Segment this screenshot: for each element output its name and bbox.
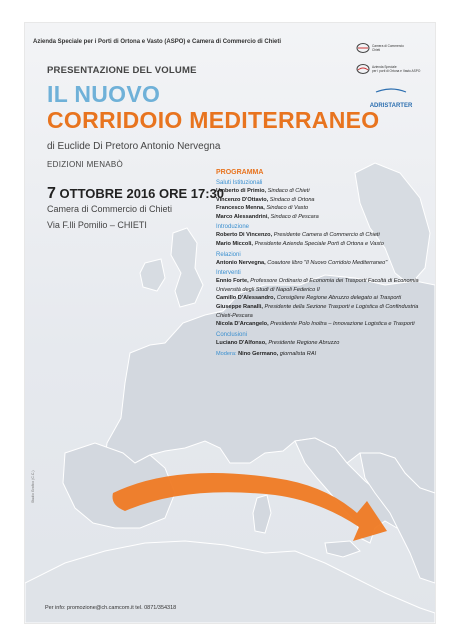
speaker-name: Antonio Nervegna, — [216, 259, 266, 266]
program-item — [216, 231, 432, 240]
presentation-label: PRESENTAZIONE DEL VOLUME — [47, 65, 197, 76]
program-item — [216, 339, 432, 348]
chamber-emblem-icon — [356, 42, 370, 54]
speaker-name: Roberto Di Vincenzo, — [216, 232, 273, 239]
speaker-role: Sindaco di Pescara — [270, 213, 319, 220]
speaker-name: Umberto di Primio, — [216, 188, 267, 194]
event-date — [47, 185, 224, 203]
section-heading: Relazioni — [216, 251, 241, 258]
title-line-1: IL NUOVO — [47, 81, 161, 107]
sardinia-shape — [253, 495, 271, 533]
aspo-name: Azienda Speciale — [372, 65, 397, 69]
organizers-header: Azienda Speciale per i Porti di Ortona e Vasto (ASPO) e Camera di Commercio di Chieti — [33, 39, 282, 45]
speaker-name: Camillo D'Alessandro, — [216, 295, 276, 302]
program-item — [216, 204, 432, 213]
speaker-name: Vincenzo D'Ottavio, — [216, 196, 269, 203]
moderator-line — [216, 350, 432, 359]
speaker-name: Nicola D'Arcangelo, — [216, 321, 269, 328]
program-item — [216, 213, 432, 222]
contact-info: Per info: promozione@ch.camcom.it tel. 0871/354318 — [45, 605, 177, 611]
book-author: di Euclide Di Pretoro Antonio Nervegna — [47, 141, 221, 152]
speaker-role: Professore Ordinario di Economia dei Trasporti Facoltà di Economia Università degli Studi di Napoli Federico II — [216, 278, 419, 293]
program-block — [216, 169, 432, 359]
speaker-name: Ennio Forte, — [216, 278, 249, 285]
logo-block — [356, 39, 426, 109]
publisher: EDIZIONI MENABÒ — [47, 160, 124, 169]
program-item — [216, 196, 432, 205]
aspo-emblem-icon — [356, 63, 370, 75]
speaker-role: Presidente Azienda Speciale Porti di Ortona e Vasto — [254, 240, 384, 247]
ireland-shape — [140, 259, 165, 291]
chamber-logo — [356, 39, 426, 57]
program-item — [216, 187, 432, 196]
speaker-name: Mario Miccoli, — [216, 240, 253, 247]
program-item — [216, 259, 432, 268]
chamber-city: Chieti — [372, 48, 381, 52]
speaker-name: Francesco Menna, — [216, 205, 265, 212]
poster — [24, 22, 436, 624]
adristarter-logo: ADRISTARTER — [369, 103, 413, 109]
section-heading: Saluti Istituzionali — [216, 180, 263, 186]
speaker-role: Sindaco di Chieti — [267, 188, 310, 194]
speaker-role: Sindaco di Ortona — [269, 196, 315, 203]
section-heading: Introduzione — [216, 224, 250, 231]
chamber-name: Camera di Commercio — [372, 44, 404, 48]
aspo-sub: per i porti di Ortona e Vasto ASPO — [372, 69, 421, 73]
program-item — [216, 320, 432, 329]
speaker-role: Presidente della Sezione Trasporti e Logistica di Confindustria Chieti-Pescara — [216, 303, 419, 319]
program-item — [216, 303, 432, 320]
program-item — [216, 240, 432, 249]
design-credit: Studio Grafico (C.C.) — [31, 470, 35, 503]
moderator-name: Nino Germano, — [238, 351, 279, 358]
program-item — [216, 277, 432, 294]
speaker-role: Coautore libro "Il Nuovo Corridoio Mediterraneo" — [267, 259, 388, 266]
speaker-role: Consigliere Regione Abruzzo delegato ai Trasporti — [276, 295, 402, 302]
speaker-role: Presidente Regione Abruzzo — [268, 339, 340, 346]
title-line-2: CORRIDOIO MEDITERRANEO — [47, 107, 380, 133]
moderator-role: giornalista RAI — [279, 351, 317, 358]
event-date-rest: OTTOBRE 2016 ORE 17:30 — [59, 186, 225, 201]
speaker-name: Marco Alessandrini, — [216, 213, 269, 220]
moderator-label: Modera: — [216, 351, 237, 358]
speaker-name: Giuseppe Ranalli, — [216, 303, 263, 310]
speaker-role: Presidente Camera di Commercio di Chieti — [273, 232, 380, 239]
section-heading: Interventi — [216, 270, 241, 277]
adristarter-wave-icon — [356, 86, 426, 94]
sicily-shape — [325, 541, 360, 557]
event-address: Via F.lli Pomilio – CHIETI — [47, 220, 147, 230]
britain-shape — [171, 228, 203, 307]
event-day: 7 — [47, 185, 56, 202]
program-item — [216, 294, 432, 303]
aspo-logo — [356, 60, 426, 78]
speaker-role: Sindaco di Vasto — [266, 205, 309, 212]
program-title: PROGRAMMA — [216, 169, 264, 176]
section-heading: Conclusioni — [216, 331, 248, 338]
speaker-role: Presidente Polo Inoltra – Innovazione Logistica e Trasporti — [270, 321, 415, 328]
speaker-name: Luciano D'Alfonso, — [216, 339, 267, 346]
event-venue: Camera di Commercio di Chieti — [47, 204, 173, 214]
